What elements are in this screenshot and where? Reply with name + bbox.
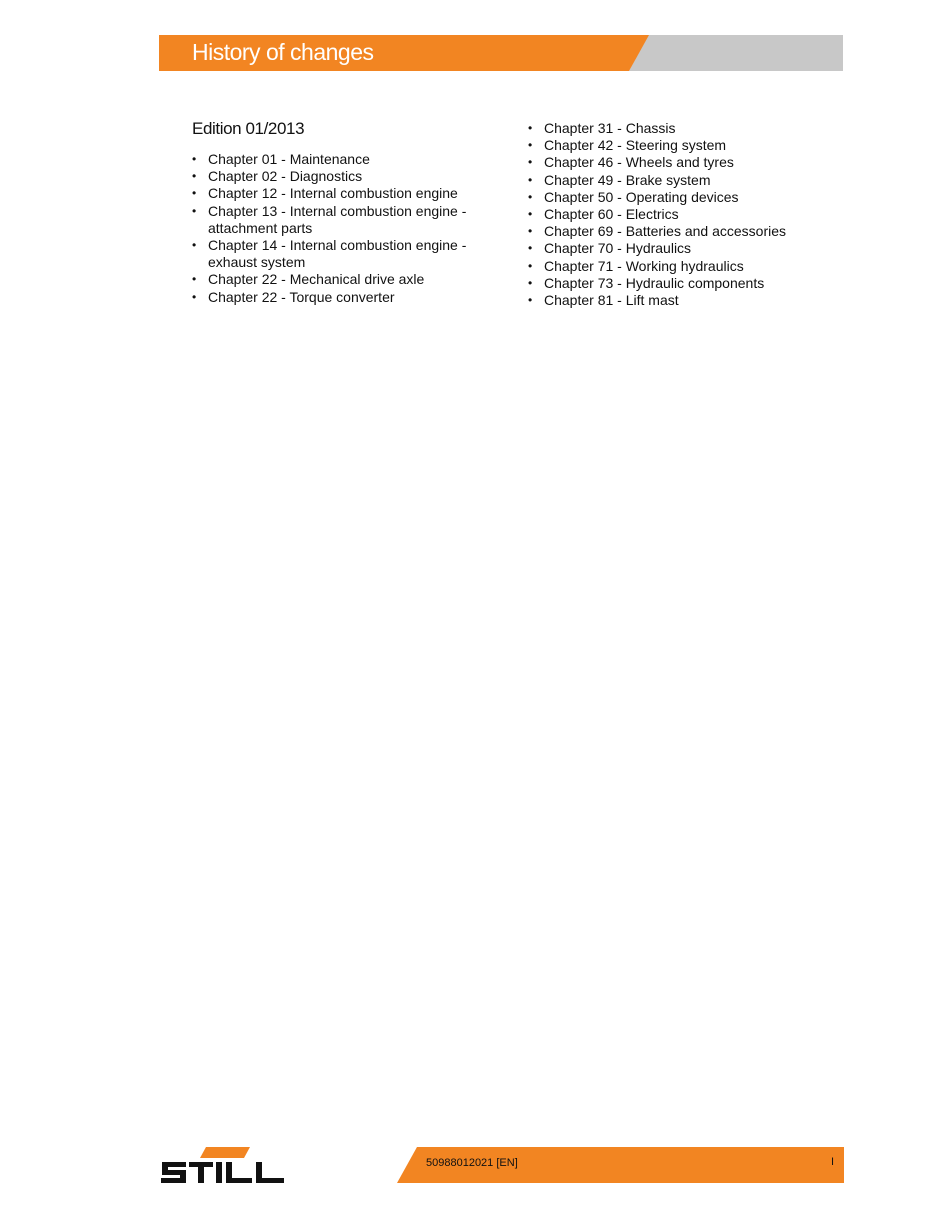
page-number: I [830, 1156, 834, 1168]
list-item: • Chapter 22 - Torque converter [192, 289, 478, 306]
list-item: • Chapter 42 - Steering system [528, 137, 828, 154]
still-logo [160, 1147, 286, 1185]
list-item: • Chapter 31 - Chassis [528, 120, 828, 137]
list-item: • Chapter 81 - Lift mast [528, 292, 828, 309]
list-item: • Chapter 71 - Working hydraulics [528, 258, 828, 275]
left-chapter-list [192, 151, 492, 306]
document-number: 50988012021 [EN] [426, 1157, 518, 1169]
edition-heading: Edition 01/2013 [192, 119, 305, 138]
list-item: • Chapter 02 - Diagnostics [192, 168, 478, 185]
list-item: • Chapter 50 - Operating devices [528, 189, 828, 206]
right-column [528, 120, 828, 309]
list-item: • Chapter 22 - Mechanical drive axle [192, 271, 478, 288]
right-chapter-list [528, 120, 828, 309]
page-title: History of changes [192, 39, 374, 65]
list-item: • Chapter 49 - Brake system [528, 172, 828, 189]
list-item: • Chapter 69 - Batteries and accessories [528, 223, 828, 240]
footer-bar [397, 1147, 844, 1183]
left-column [192, 119, 492, 306]
list-item: • Chapter 12 - Internal combustion engine [192, 185, 478, 202]
list-item: • Chapter 70 - Hydraulics [528, 240, 828, 257]
list-item: • Chapter 46 - Wheels and tyres [528, 154, 828, 171]
still-logo-icon [160, 1147, 286, 1185]
header-bar [159, 35, 843, 71]
list-item: • Chapter 01 - Maintenance [192, 151, 478, 168]
list-item: • Chapter 13 - Internal combustion engine - attachment parts [192, 203, 478, 237]
list-item: • Chapter 14 - Internal combustion engine - exhaust system [192, 237, 478, 271]
list-item: • Chapter 60 - Electrics [528, 206, 828, 223]
list-item: • Chapter 73 - Hydraulic components [528, 275, 828, 292]
